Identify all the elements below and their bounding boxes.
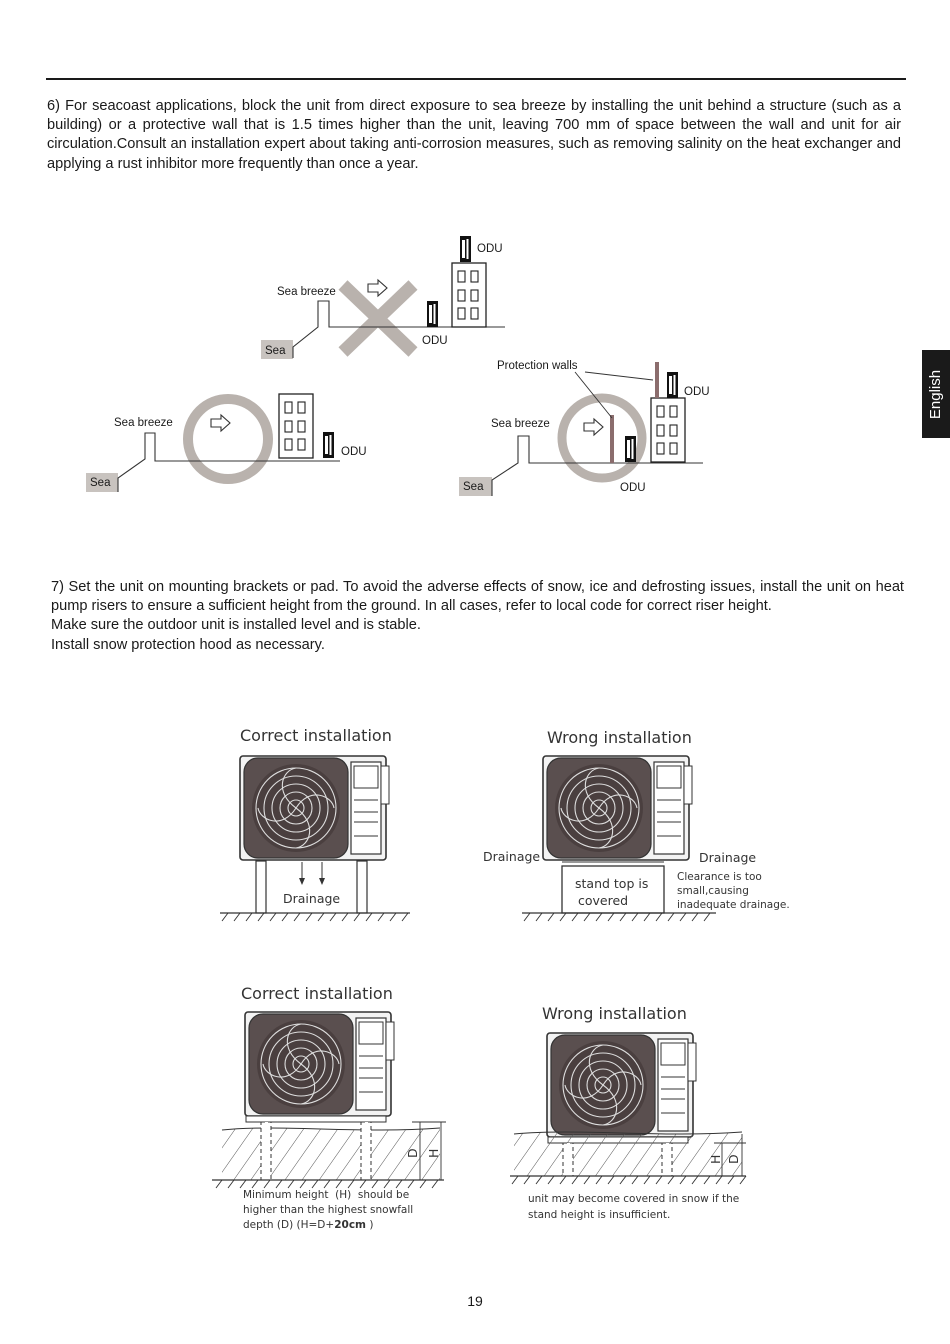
sea-label: Sea	[463, 481, 484, 493]
clearance-note-line-2: small,causing	[677, 885, 749, 897]
stand-leg	[261, 1122, 271, 1180]
stand-note-line-1: stand top is	[575, 876, 649, 891]
drainage-label: Drainage	[483, 849, 541, 864]
section-6-text: 6) For seacoast applications, block the unit from direct exposure to sea breeze by installing the unit behind a structure (such as a building) or a protective wall that is 1.5 times higher than the unit, leaving 700 mm of space between the wall and unit for air circulation.Consult an installation expert about taking anti-corrosion measures, such as removing salinity on the heat exchanger and applying a rust inhibitor more frequently than once a year.	[47, 98, 901, 172]
height-note-line-1: Minimum height (H) should be	[243, 1189, 410, 1201]
snow-note-line-2: stand height is insufficient.	[528, 1209, 671, 1221]
outdoor-unit-icon	[543, 756, 692, 860]
stand-note-line-2: covered	[578, 893, 629, 908]
section-7-line-1: 7) Set the unit on mounting brackets or pad. To avoid the adverse effects of snow, ice and defrosting issues, install the unit on heat pump risers to ensure a sufficient height from the ground. In all cases, refer to local code for correct riser height.	[51, 579, 904, 615]
dimension-d-label: D	[726, 1154, 741, 1164]
figure-caption: Correct installation	[240, 726, 392, 745]
figure-caption: Correct installation	[241, 984, 393, 1003]
stand-leg	[563, 1143, 573, 1176]
height-note-line-3: depth (D) (H=D+20cm )	[243, 1219, 374, 1231]
sea-label: Sea	[90, 477, 111, 489]
sea-label: Sea	[265, 345, 286, 357]
height-note-line-2: higher than the highest snowfall	[243, 1204, 414, 1216]
dimension-h-label: H	[426, 1148, 441, 1158]
figure-wrong-snow	[510, 1004, 746, 1221]
stand-leg	[357, 861, 367, 913]
odu-label: ODU	[477, 243, 503, 255]
figure-correct-snow	[212, 984, 446, 1231]
page-number: 19	[467, 1293, 483, 1309]
figure-caption: Wrong installation	[542, 1004, 687, 1023]
outdoor-unit-icon	[240, 756, 389, 860]
snow-note-line-1: unit may become covered in snow if the	[528, 1193, 740, 1205]
stand-leg	[256, 861, 266, 913]
protection-walls-label: Protection walls	[497, 360, 578, 372]
stand-leg	[361, 1122, 371, 1180]
outdoor-unit-icon	[547, 1033, 696, 1137]
figure-correct-stand	[220, 726, 410, 921]
figure-wrong-stand	[483, 728, 790, 921]
drainage-label: Drainage	[699, 850, 757, 865]
dimension-d-label: D	[405, 1148, 420, 1158]
clearance-note-line-3: inadequate drainage.	[677, 899, 790, 911]
odu-label: ODU	[620, 482, 646, 494]
sea-breeze-label: Sea breeze	[491, 418, 550, 430]
clearance-note-line-1: Clearance is too	[677, 871, 762, 883]
sea-breeze-label: Sea breeze	[277, 286, 336, 298]
section-7-line-2: Make sure the outdoor unit is installed level and is stable.	[51, 617, 421, 634]
figure-caption: Wrong installation	[547, 728, 692, 747]
odu-label: ODU	[684, 386, 710, 398]
section-7-line-3: Install snow protection hood as necessary.	[51, 636, 325, 653]
drainage-label: Drainage	[283, 891, 341, 906]
odu-label: ODU	[341, 446, 367, 458]
sea-breeze-label: Sea breeze	[114, 417, 173, 429]
language-tab-label: English	[927, 369, 945, 419]
odu-label: ODU	[422, 335, 448, 347]
outdoor-unit-icon	[245, 1012, 394, 1116]
dimension-h-label: H	[708, 1154, 723, 1164]
snow-layer	[514, 1132, 742, 1176]
stand-leg	[662, 1143, 672, 1176]
